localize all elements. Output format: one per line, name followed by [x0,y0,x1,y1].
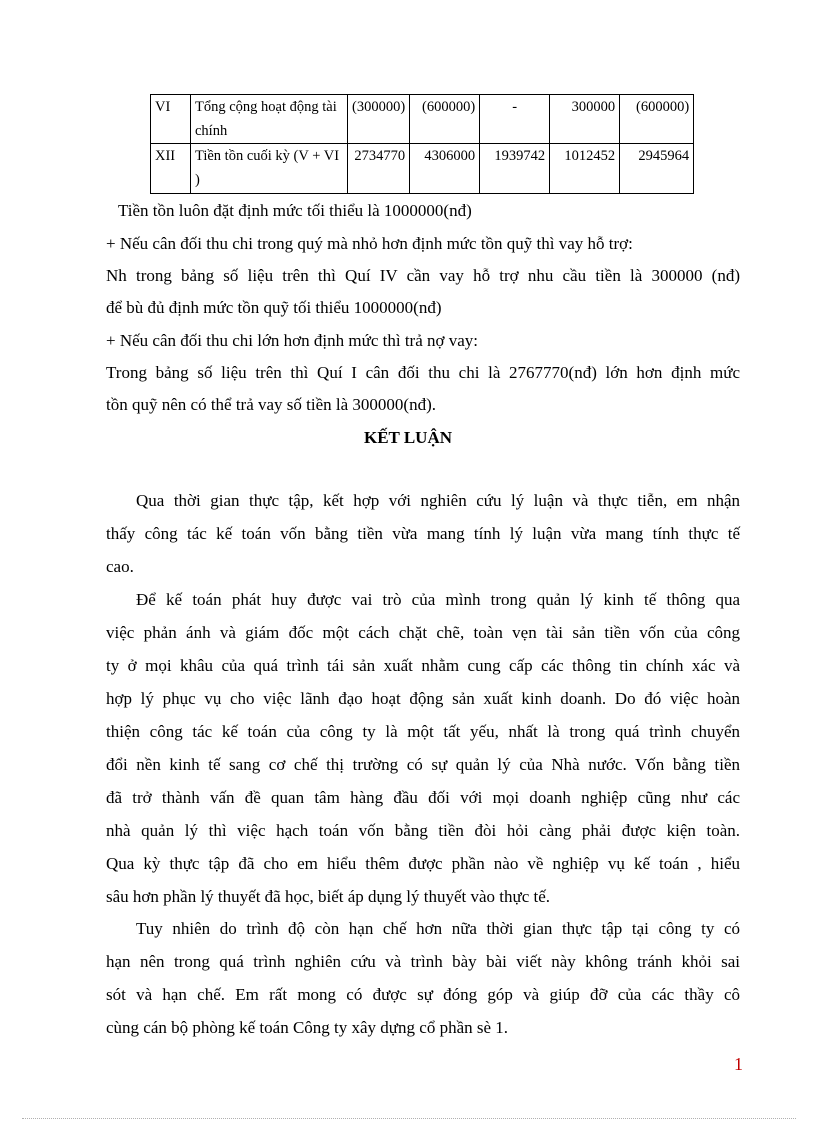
text-line: thấy công tác kế toán vốn bằng tiền vừa mang tính lý luận vừa mang tính thực tế [106,524,740,543]
financial-table [150,94,694,194]
table-row [151,95,694,144]
cell-value: 1012452 [550,144,620,194]
row-name: Tổng cộng hoạt động tài chính [191,95,348,144]
text-line: đã trở thành vấn đề quan tâm hàng đầu đối với mọi doanh nghiệp cũng như các [106,788,740,807]
text-line: Qua thời gian thực tập, kết hợp với nghiên cứu lý luận và thực tiễn, em nhận [136,491,740,510]
text-line: + Nếu cân đối thu chi trong quý mà nhỏ hơn định mức tồn quỹ thì vay hỗ trợ: [106,234,633,253]
text-line: Tiền tồn luôn đặt định mức tối thiểu là 1000000(nđ) [118,201,472,220]
text-line: việc phản ánh và giám đốc một cách chặt chẽ, toàn vẹn tài sản tiền vốn của công [106,623,740,642]
text-line: cao. [106,557,134,576]
footer-divider [22,1118,796,1119]
text-line: hạn nên trong quá trình nghiên cứu và trình bày bài viết này không tránh khỏi sai [106,952,740,971]
cell-value: 4306000 [410,144,480,194]
table-row [151,144,694,194]
text-line: thiện công tác kế toán của công ty là một tất yếu, nhất là trong quá trình chuyển [106,722,740,741]
cell-value: 2945964 [620,144,694,194]
row-code: XII [151,144,191,194]
cell-value: (300000) [348,95,410,144]
text-line: hợp lý phục vụ cho việc lãnh đạo hoạt động sản xuất kinh doanh. Do đó việc hoàn [106,689,740,708]
text-line: Để kế toán phát huy được vai trò của mình trong quản lý kinh tế thông qua [136,590,740,609]
text-line: để bù đủ định mức tồn quỹ tối thiểu 1000000(nđ) [106,298,442,317]
cell-value: 300000 [550,95,620,144]
cell-value: 1939742 [480,144,550,194]
text-line: sót và hạn chế. Em rất mong có được sự đóng góp và giúp đỡ của các thầy cô [106,985,740,1004]
row-name: Tiền tồn cuối kỳ (V + VI ) [191,144,348,194]
text-line: sâu hơn phần lý thuyết đã học, biết áp dụng lý thuyết vào thực tế. [106,887,551,906]
cell-value: - [480,95,550,144]
text-line: tồn quỹ nên có thể trả vay số tiền là 300000(nđ). [106,395,437,414]
text-line: ty ở mọi khâu của quá trình tái sản xuất nhằm cung cấp các thông tin chính xác và [106,656,740,675]
page-number: 1 [734,1054,743,1074]
text-line: + Nếu cân đối thu chi lớn hơn định mức thì trả nợ vay: [106,331,479,350]
section-heading: KẾT LUẬN [363,428,452,447]
text-line: Trong bảng số liệu trên thì Quí I cân đối thu chi là 2767770(nđ) lớn hơn định mức [106,363,740,382]
cell-value: (600000) [620,95,694,144]
text-line: nhà quản lý thì việc hạch toán vốn bằng tiền đòi hỏi càng phải được kiện toàn. [106,821,740,840]
text-line: Qua kỳ thực tập đã cho em hiểu thêm được phần nào về nghiệp vụ kế toán , hiểu [106,854,740,873]
cell-value: (600000) [410,95,480,144]
text-line: Tuy nhiên do trình độ còn hạn chế hơn nữa thời gian thực tập tại công ty có [136,919,740,938]
text-line: Nh trong bảng số liệu trên thì Quí IV cần vay hỗ trợ nhu cầu tiền là 300000 (nđ) [106,266,740,285]
text-line: cùng cán bộ phòng kế toán Công ty xây dựng cổ phần sè 1. [106,1018,509,1037]
row-code: VI [151,95,191,144]
text-line: đổi nền kinh tế sang cơ chế thị trường có sự quản lý của Nhà nước. Vốn bằng tiền [106,755,740,774]
cell-value: 2734770 [348,144,410,194]
